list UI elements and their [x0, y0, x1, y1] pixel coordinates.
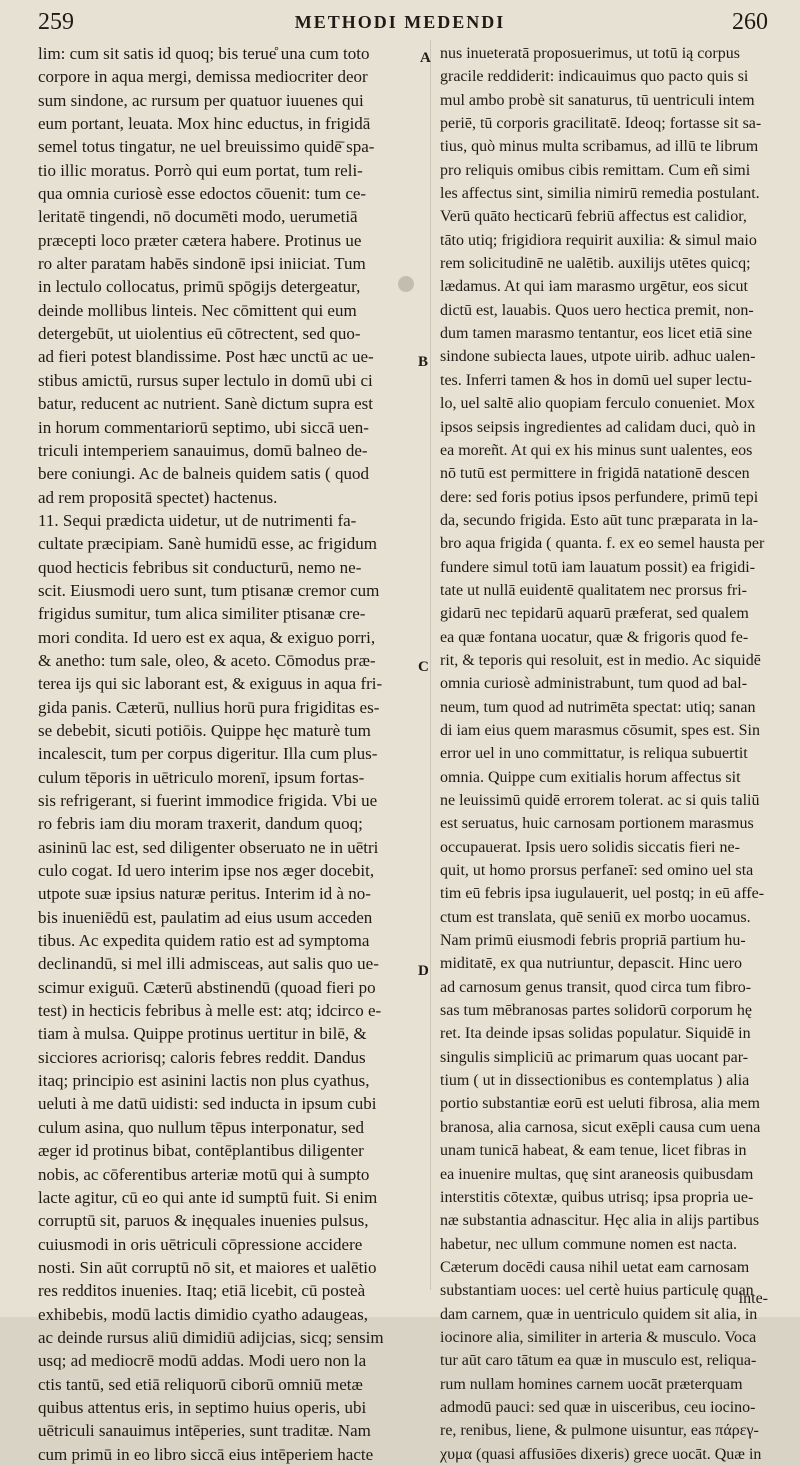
right-column-line: ea quæ fontana uocatur, quæ & frigoris quod fe-	[440, 628, 749, 646]
right-column-line: periē, tū corporis gracilitatē. Ideoq; fortasse sit sa-	[440, 115, 762, 133]
left-column-line: tibus. Ac expedita quidem ratio est ad symptoma	[38, 931, 370, 951]
right-column-line: quit, ut homo prorsus perfaneī: sed omino uel sta	[440, 862, 754, 880]
left-column-line: triculi intemperiem sanauimus, domū balneo de-	[38, 440, 368, 460]
left-column-line: tiam à mulsa. Quippe protinus uertitur in bilē, &	[38, 1024, 367, 1044]
right-column-line: dam carnem, quæ in uentriculo quidem sit alia, in	[440, 1305, 758, 1323]
left-column-line: lim: cum sit satis id quoq; bis terue̊ una cum toto	[38, 44, 370, 63]
right-column-line: tate ut nullā euidentē qualitatem nec prorsus fri-	[440, 581, 747, 599]
right-column-line: Verū quāto hecticarū febriū affectus est calidior,	[440, 208, 747, 226]
left-column-line: scit. Eiusmodi uero sunt, tum ptisanæ cremor cum	[38, 580, 380, 600]
right-column-line: nus inueteratā proposuerimus, ut totū ią corpus	[440, 45, 740, 62]
left-column-line: qua omnia curiosè esse edoctos cōuenit: tum ce-	[38, 184, 367, 204]
left-column-line: frigidus sumitur, tum alica similiter ptisanæ cre-	[38, 604, 366, 624]
left-column-line: exhibebis, modū lactis dimidio cyatho adaugeas,	[38, 1304, 369, 1324]
right-column-line: portio substantiæ eorū est ueluti fibrosa, alia mem	[440, 1095, 760, 1113]
left-column-line: culum asina, quo nullum tēpus interponatur, sed	[38, 1117, 365, 1137]
left-column-line: bis inueniēdū est, paulatim ad eius usum acceden	[38, 907, 373, 927]
right-column-line: neum, tum quod ad nutrimēta spectat: utiq; sanan	[440, 698, 756, 716]
left-column-line: semel totus tingatur, ne uel breuissimo quidē̄ spa-	[38, 137, 375, 157]
column-gutter	[430, 40, 431, 1290]
left-column-line: deinde mollibus linteis. Nec cōmittent qui eum	[38, 300, 357, 320]
right-column-line: tāto utiq; frigidiora requirit auxilia: & simul maio	[440, 231, 757, 249]
left-column-line: tio illic moratus. Porrò qui eum portat, tum reli-	[38, 160, 363, 180]
left-text-column	[38, 42, 418, 1466]
right-column-line: tium ( ut in dissectionibus es contemplatus ) alia	[440, 1072, 750, 1090]
right-column-line: χυμα (quasi affusiōes dixeris) grece uocāt. Quæ in	[440, 1445, 762, 1463]
left-column-line: mori condita. Id uero est ex aqua, & exiguo porri,	[38, 627, 376, 647]
right-column-line: singulis simpliciū ac primarum quas uocant par-	[440, 1048, 749, 1066]
left-column-line: stibus amictū, rursus super lectulo in domū ubi ci	[38, 370, 373, 390]
left-column-line: in lectulo collocatus, primū spōgijs detergeatur,	[38, 277, 361, 297]
left-column-line: uētriculi sanauimus intēperies, sunt traditæ. Nam	[38, 1421, 371, 1441]
right-column-line: re, renibus, liene, & pulmone uisuntur, eas πάρεγ-	[440, 1422, 759, 1440]
left-column-line: ad rem propositā spectet) hactenus.	[38, 487, 278, 507]
left-column-line: in horum commentariorū septimo, ubi siccā uen-	[38, 417, 369, 437]
right-column-line: ret. Ita deinde ipsas solidas populatur. Siquidē in	[440, 1025, 751, 1043]
right-column-line: unam tunicā habeat, & eam tenue, licet fibras in	[440, 1142, 747, 1160]
right-column-line: rem solicitudinē ne ualētib. auxilijs utētes quicq;	[440, 255, 751, 273]
right-column-line: admodū pauci: sed quæ in uisceribus, ceu iocino-	[440, 1398, 756, 1416]
left-column-line: lacte agitur, cū eo qui ante id sumptū fuit. Si enim	[38, 1187, 378, 1207]
right-column-line: Cæterum docēdi causa nihil uetat eam carnosam	[440, 1258, 750, 1276]
right-column-line: ctum est translata, quē seniū ex morbo uocamus.	[440, 908, 751, 926]
right-column-line: næ substantia adnascitur. Hęc alia in alijs partibus	[440, 1212, 760, 1230]
left-column-line: leritatē tingendi, nō documēti modo, uerumetiā	[38, 207, 358, 227]
right-column-line: dictū est, lauabis. Quos uero hectica premit, non-	[440, 301, 754, 319]
right-column-line: lo, uel saltē alio quopiam ferculo conueniet. Mox	[440, 395, 756, 413]
left-column-line: culo cogat. Id uero interim ipse nos æger docebit,	[38, 861, 375, 881]
left-column-line: scimur exiguū. Cæterū abstinendū (quoad fieri po	[38, 977, 376, 997]
running-title: METHODI MEDENDI	[294, 12, 506, 32]
left-column-line: 11. Sequi prædicta uidetur, ut de nutrimenti fa-	[38, 510, 357, 530]
left-column-line: & anetho: tum sale, oleo, & aceto. Cōmodus præ-	[38, 650, 376, 670]
left-column-line: cum primū in eo libro siccā eius intēperiem hacte	[38, 1444, 374, 1464]
right-column-line: les affectus sint, similia nimirū remedia postulant.	[440, 185, 760, 203]
right-column-line: ea inuenire multas, quę sint araneosis quibusdam	[440, 1165, 754, 1183]
left-column-line: itaq; principio est asinini lactis non plus cyathus,	[38, 1071, 370, 1091]
right-column-line: ne leuissimū quidē errorem tolerat. ac si quis taliū	[440, 792, 760, 809]
right-column-line: bro aqua frigida ( quanta. f. ex eo semel hausta per	[440, 535, 765, 553]
right-column-line: rum nullam homines carnem uocāt præterquam	[440, 1375, 743, 1393]
right-column-line: substantiam uoces: uel certè huius particulę quan	[440, 1282, 754, 1300]
right-column-line: sas tum mēbranosas partes solidorū corporum hę	[440, 1002, 752, 1020]
margin-letter-a: A	[420, 50, 431, 66]
margin-letter-c: C	[418, 659, 429, 675]
left-column-line: culum tēporis in uētriculo morenī, ipsum fortas-	[38, 767, 365, 787]
right-column-line: fundere simul totū iam lauatum possit) ea frigidi-	[440, 558, 756, 576]
left-column-line: incalescit, tum per corpus digeritur. Illa cum plus-	[38, 744, 378, 764]
left-column-line: terea ijs qui sic laborant est, & exiguus in aqua fri-	[38, 674, 383, 694]
right-column-line: rit, & teporis qui resoluit, est in medio. Ac siquidē	[440, 651, 761, 669]
left-column-line: corpore in aqua mergi, demissa mediocriter deor	[38, 67, 368, 87]
right-column-line: branosa, alia carnosa, sicut exēpli causa cum uena	[440, 1118, 761, 1136]
left-column-line: ro alter paratam habēs sindonē ipsi iniiciat. Tum	[38, 254, 366, 274]
left-column-line: sum sindone, ac rursum per quatuor iuuenes qui	[38, 90, 364, 110]
margin-letter-b: B	[418, 354, 429, 370]
right-column-line: sindone subiecta laues, utpote uirib. adhuc ualen-	[440, 348, 756, 366]
left-column-line: cuiusmodi in oris uētriculi cōpressione accidere	[38, 1234, 363, 1254]
left-column-line: corruptū sit, paruos & inęquales inuenies pulsus,	[38, 1211, 369, 1231]
right-column-line: omnia. Quippe cum exitialis horum affectus sit	[440, 768, 741, 786]
left-column-line: bere coniungi. Ac de balneis quidem satis ( quod	[38, 464, 369, 484]
left-column-line: batur, reducent ac nutrient. Sanè dictum supra est	[38, 394, 373, 414]
right-column-line: ea moreñt. At qui ex his minus sunt ualentes, eos	[440, 441, 753, 459]
right-column-line: nō tutū est permittere in frigidā natationē descen	[440, 465, 750, 483]
left-column-line: cultate præcipiam. Sanè humidū esse, ac frigidum	[38, 534, 377, 554]
right-column-line: pro reliquis omibus cibis remittam. Cum eñ simi	[440, 161, 751, 179]
left-column-line: sis refrigerant, si fuerint immodice frigida. Vbi ue	[38, 791, 378, 810]
left-column-line: præcepti loco præter cætera habere. Protinus ue	[38, 230, 362, 250]
right-column-line: ad carnosum genus transit, quod circa tum fibro-	[440, 978, 752, 996]
left-column-line: detergebūt, ut uiolentius eū cōtrectent, sed quo-	[38, 324, 361, 344]
right-column-line: est seruatus, huic carnosam portionem marasmus	[440, 815, 754, 833]
left-column-line: quibus attentus eris, in septimo huius operis, ubi	[38, 1397, 367, 1417]
right-column-line: tim eū febris ipsa iugulauerit, uel postq; in eū affe-	[440, 885, 765, 903]
right-page-number: 260	[732, 9, 768, 35]
right-column-line: lædamus. At qui iam marasmo urgētur, eos sicut	[440, 278, 748, 296]
right-text-column	[440, 42, 775, 1466]
left-column-line: se debebit, sicuti potiōis. Quippe hęc maturè tum	[38, 720, 371, 740]
right-column-line: di iam eius quem marasmus cōsumit, spes est. Sin	[440, 721, 760, 739]
right-column-line: tur aūt caro tātum ea quæ in musculo est, reliqua-	[440, 1352, 757, 1370]
right-column-line: omnia curiosè administrabunt, tum quod ad bal-	[440, 675, 748, 693]
catchword: inte-	[738, 1290, 768, 1307]
left-column-line: asininū lac est, sed diligenter obseruato ne in uētri	[38, 837, 379, 857]
right-column-line: gracile reddiderit: indicauimus quo pacto quis si	[440, 68, 749, 86]
left-column-line: gida panis. Cæterū, nullius horū pura frigiditas es-	[38, 697, 380, 717]
right-column-line: gidarū nec tepidarū aquarū præferat, sed qualem	[440, 605, 749, 623]
right-column-line: dum tamen marasmo tentantur, eos licet etiā sine	[440, 325, 753, 343]
left-column-line: ctis tantū, sed etiā reliquorū ciborū omniū metæ	[38, 1374, 363, 1394]
left-column-line: usq; ad mediocrē modū addas. Modi uero non la	[38, 1351, 367, 1371]
right-column-line: interstitis cōtextæ, quibus utrisq; ipsa propria ue-	[440, 1188, 754, 1206]
right-column-line: da, secundo frigida. Esto aūt tunc præparata in la-	[440, 511, 759, 529]
left-page-number: 259	[38, 9, 74, 35]
left-column-line: nosti. Sin aūt corruptū nō sit, et maiores et ualētio	[38, 1257, 377, 1277]
left-column-line: nobis, ac cōferentibus arteriæ motū qui à sumpto	[38, 1164, 370, 1184]
left-column-line: ac deinde rursus aliū dimidiū adijcias, sicq; sensim	[38, 1327, 384, 1347]
left-column-line: quod hecticis febribus sit conducturū, nemo ne-	[38, 557, 362, 577]
left-column-line: æger id protinus bibat, contēplantibus diligenter	[38, 1141, 364, 1161]
page-header	[0, 0, 800, 38]
left-column-line: declinandū, si mel illi admisceas, aut salis quo ue-	[38, 954, 379, 974]
margin-letter-d: D	[418, 963, 429, 979]
right-column-line: tes. Inferri tamen & hos in domū uel super lectu-	[440, 371, 752, 389]
left-column-line: ueluti à me datū uidisti: sed inducta in ipsum cubi	[38, 1094, 377, 1114]
right-column-line: miditatē, ex qua nutriuntur, depascit. Hinc uero	[440, 955, 742, 973]
left-column-line: res redditos inuenies. Itaq; etiā licebit, cū posteà	[38, 1281, 366, 1301]
right-column-line: dere: sed foris potius ipsos perfundere, primū tepi	[440, 488, 759, 506]
left-column-line: test) in hecticis febribus à melle est: atq; idcirco e-	[38, 1001, 382, 1021]
left-column-line: sicciores acriorisq; caloris febres reddit. Dandus	[38, 1047, 366, 1067]
right-column-line: iocinore alia, similiter in arteria & musculo. Voca	[440, 1328, 757, 1346]
left-column-line: eum portant, leuata. Mox hinc eductus, in frigidā	[38, 114, 371, 134]
left-column-line: utpote suæ ipsius naturæ peritus. Interim id à no-	[38, 884, 371, 904]
right-column-line: occupauerat. Ipsis uero solidis siccatis fieri ne-	[440, 838, 740, 856]
right-column-line: habetur, nec ullum commune nomen est nacta.	[440, 1235, 738, 1253]
right-column-line: ipsos seipsis ingredientes ad calidam duci, quò in	[440, 418, 756, 436]
left-column-line: ad fieri potest blandissime. Post hæc unctū ac ue-	[38, 347, 374, 367]
left-column-line: ro febris iam diu moram traxerit, dandum quoq;	[38, 814, 363, 834]
right-column-line: Nam primū eiusmodi febris propriā partium hu-	[440, 932, 746, 950]
right-column-line: mul ambo probè sit sanaturus, tū uentriculi intem	[440, 91, 755, 109]
right-column-line: error uel in uno committatur, is reliqua subuertit	[440, 745, 748, 763]
right-column-line: tius, quò minus multa scribamus, ad illū te librum	[440, 138, 759, 156]
